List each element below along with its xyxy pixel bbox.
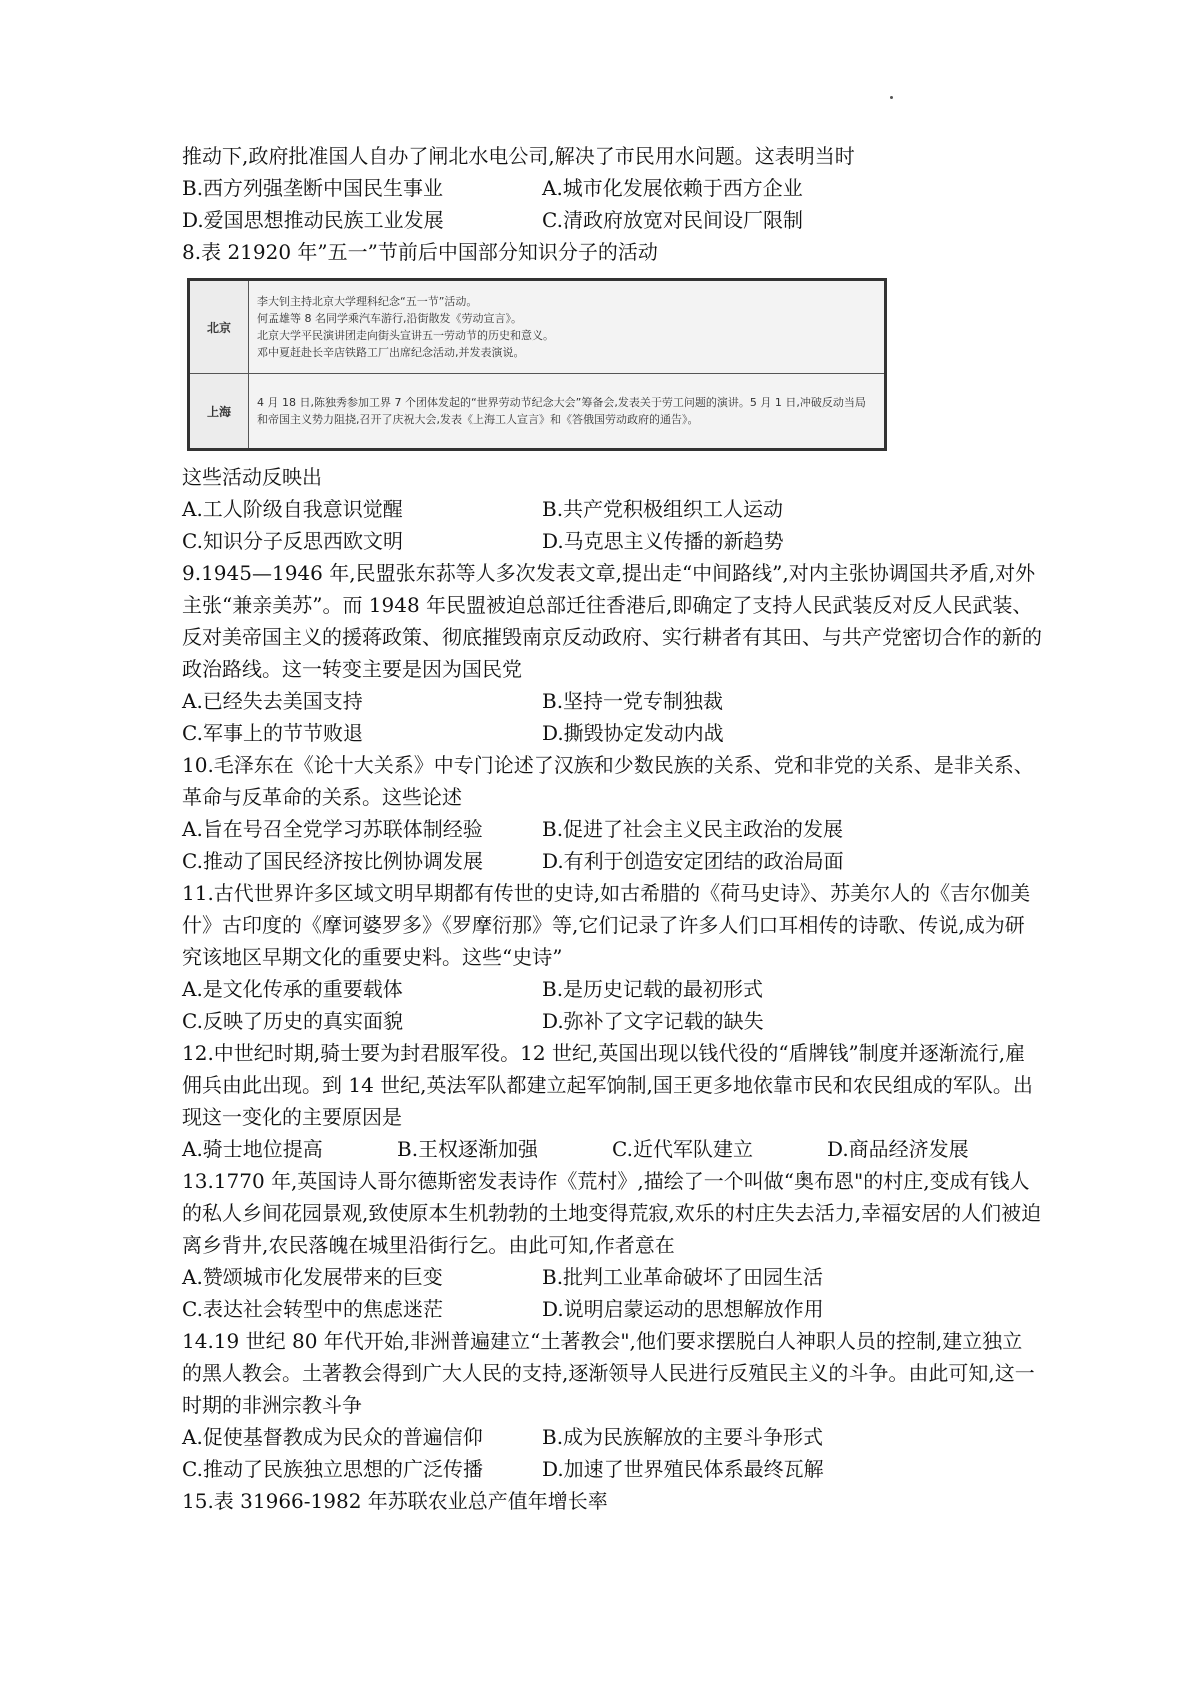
q8-table (187, 278, 887, 451)
q9-stem: 9.1945—1946 年,民盟张东荪等人多次发表文章,提出走“中间路线”,对内主张协调国共矛盾,对外主张“兼亲美苏”。而 1948 年民盟被迫总部迁往香港后,即确定了支持人民武装反对反人民武装、反对美帝国主义的援蒋政策、彻底摧毁南京反动政府、实行耕者有其田、与共产党密切合作的新的政治路线。这一转变主要是因为国民党 (182, 561, 1042, 681)
scan-speck (890, 96, 893, 99)
q11-stem: 11.古代世界许多区域文明早期都有传世的史诗,如古希腊的《荷马史诗》、苏美尔人的《吉尔伽美什》古印度的《摩诃婆罗多》《罗摩衍那》等,它们记录了许多人们口耳相传的诗歌、传说,成为研究该地区早期文化的重要史料。这些“史诗” (182, 881, 1031, 969)
q13-option: A.赞颂城市化发展带来的巨变 (182, 1265, 443, 1289)
q10-option: B.促进了社会主义民主政治的发展 (542, 817, 844, 841)
q11-option: C.反映了历史的真实面貌 (182, 1009, 403, 1033)
q13-options-row1 (182, 1261, 1042, 1293)
q7-option: A.城市化发展依赖于西方企业 (542, 176, 803, 200)
q10-option: C.推动了国民经济按比例协调发展 (182, 849, 483, 873)
q11-option: B.是历史记载的最初形式 (542, 977, 764, 1001)
table-city-cell: 上海 (189, 374, 249, 450)
q9-option: C.军事上的节节败退 (182, 721, 363, 745)
table-row (189, 280, 886, 374)
q14-option: B.成为民族解放的主要斗争形式 (542, 1425, 824, 1449)
activity-line: 北京大学平民演讲团走向街头宣讲五一劳动节的历史和意义。 (257, 329, 554, 342)
q12-option: C.近代军队建立 (612, 1137, 753, 1161)
q12-option: A.骑士地位提高 (182, 1137, 323, 1161)
q14-option: D.加速了世界殖民体系最终瓦解 (542, 1457, 824, 1481)
q10-options-row2 (182, 845, 1042, 877)
q8-option: B.共产党积极组织工人运动 (542, 497, 784, 521)
q10-option: D.有利于创造安定团结的政治局面 (542, 849, 844, 873)
q9-option: D.撕毁协定发动内战 (542, 721, 724, 745)
q7-stem: 推动下,政府批准国人自办了闸北水电公司,解决了市民用水问题。这表明当时 (182, 144, 855, 168)
q9-options-row1 (182, 685, 1042, 717)
q13-stem: 13.1770 年,英国诗人哥尔德斯密发表诗作《荒村》,描绘了一个叫做“奥布恩"的村庄,变成有钱人的私人乡间花园景观,致使原本生机勃勃的土地变得荒寂,欢乐的村庄失去活力,幸福安居的人们被迫离乡背井,农民落魄在城里沿街行乞。由此可知,作者意在 (182, 1169, 1042, 1257)
q14-option: C.推动了民族独立思想的广泛传播 (182, 1457, 483, 1481)
q9-option: B.坚持一党专制独裁 (542, 689, 724, 713)
activity-line: 4 月 18 日,陈独秀参加工界 7 个团体发起的“世界劳动节纪念大会”筹备会,发表关于劳工问题的演讲。5 月 1 日,冲破反动当局和帝国主义势力阻挠,召开了庆祝大会,发表《上海工人宣言》和《答俄国劳动政府的通告》。 (257, 396, 866, 426)
q15-stem: 15.表 31966-1982 年苏联农业总产值年增长率 (182, 1489, 608, 1513)
q10-stem: 10.毛泽东在《论十大关系》中专门论述了汉族和少数民族的关系、党和非党的关系、是非关系、革命与反革命的关系。这些论述 (182, 753, 1034, 809)
q11-options-row1 (182, 973, 1042, 1005)
q12-option: D.商品经济发展 (827, 1137, 969, 1161)
q10-option: A.旨在号召全党学习苏联体制经验 (182, 817, 483, 841)
q8-option: D.马克思主义传播的新趋势 (542, 529, 784, 553)
q9-option: A.已经失去美国支持 (182, 689, 363, 713)
q14-option: A.促使基督教成为民众的普遍信仰 (182, 1425, 483, 1449)
q11-option: A.是文化传承的重要载体 (182, 977, 403, 1001)
q9-options-row2 (182, 717, 1042, 749)
q14-stem: 14.19 世纪 80 年代开始,非洲普遍建立“土著教会",他们要求摆脱白人神职人员的控制,建立独立的黑人教会。土著教会得到广大人民的支持,逐渐领导人民进行反殖民主义的斗争。由此可知,这一时期的非洲宗教斗争 (182, 1329, 1035, 1417)
activity-line: 邓中夏赶赴长辛店铁路工厂出席纪念活动,并发表演说。 (257, 346, 525, 359)
q7-options-row1 (182, 172, 1042, 204)
q13-option: B.批判工业革命破坏了田园生活 (542, 1265, 824, 1289)
q8-options-row2 (182, 525, 1042, 557)
table-activities-cell (249, 374, 886, 450)
q8-options-row1 (182, 493, 1042, 525)
q14-options-row1 (182, 1421, 1042, 1453)
table-city-cell: 北京 (189, 280, 249, 374)
q13-option: C.表达社会转型中的焦虑迷茫 (182, 1297, 443, 1321)
q13-option: D.说明启蒙运动的思想解放作用 (542, 1297, 824, 1321)
table-row (189, 374, 886, 450)
exam-page (182, 140, 1042, 1517)
activity-line: 李大钊主持北京大学理科纪念“五一节”活动。 (257, 295, 478, 308)
q12-options-row (182, 1133, 1042, 1165)
q7-options-row2 (182, 204, 1042, 236)
q14-options-row2 (182, 1453, 1042, 1485)
q7-option: B.西方列强垄断中国民生事业 (182, 176, 444, 200)
q11-option: D.弥补了文字记载的缺失 (542, 1009, 764, 1033)
activity-line: 何孟雄等 8 名同学乘汽车游行,沿街散发《劳动宣言》。 (257, 312, 522, 325)
q8-option: A.工人阶级自我意识觉醒 (182, 497, 403, 521)
q10-options-row1 (182, 813, 1042, 845)
q12-option: B.王权逐渐加强 (397, 1137, 539, 1161)
q8-stem-2: 这些活动反映出 (182, 465, 322, 489)
q8-stem: 8.表 21920 年”五一”节前后中国部分知识分子的活动 (182, 240, 658, 264)
q7-option: C.清政府放宽对民间设厂限制 (542, 208, 803, 232)
q8-option: C.知识分子反思西欧文明 (182, 529, 403, 553)
q11-options-row2 (182, 1005, 1042, 1037)
q12-stem: 12.中世纪时期,骑士要为封君服军役。12 世纪,英国出现以钱代役的“盾牌钱”制度并逐渐流行,雇佣兵由此出现。到 14 世纪,英法军队都建立起军饷制,国王更多地依靠市民和农民组成的军队。出现这一变化的主要原因是 (182, 1041, 1033, 1129)
q13-options-row2 (182, 1293, 1042, 1325)
q7-option: D.爱国思想推动民族工业发展 (182, 208, 444, 232)
table-activities-cell (249, 280, 886, 374)
